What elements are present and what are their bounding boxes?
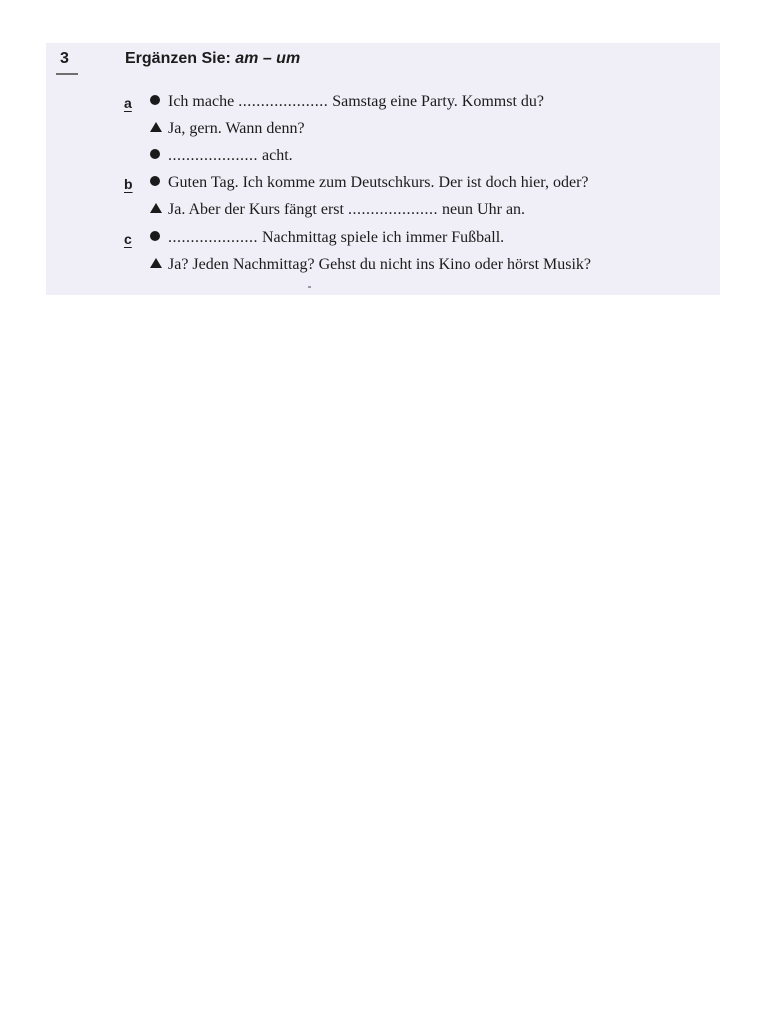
dialogue-line (150, 201, 525, 219)
line-text-after: Nachmittag spiele ich immer Fußball. (262, 229, 505, 246)
dialogue-line (150, 120, 305, 138)
item-label-a: a (124, 95, 132, 111)
instruction-forms: am – um (235, 50, 301, 67)
scan-speck (308, 286, 311, 288)
speaker-dot-icon (150, 93, 168, 111)
speaker-triangle-icon (150, 120, 168, 138)
item-label-b: b (124, 176, 133, 192)
instruction-prefix: Ergänzen Sie: (125, 50, 231, 67)
line-text-before: Guten Tag. Ich komme zum Deutschkurs. Der ist doch hier, oder? (168, 174, 589, 191)
fill-in-gap: .................... (168, 147, 258, 164)
line-text-before: Ich mache (168, 93, 235, 110)
dialogue-line (150, 174, 589, 192)
speaker-triangle-icon (150, 256, 168, 274)
speaker-dot-icon (150, 229, 168, 247)
item-label-c: c (124, 231, 132, 247)
line-text-after: neun Uhr an. (441, 201, 526, 218)
line-text-before: Ja? Jeden Nachmittag? Gehst du nicht ins Kino oder hörst Musik? (168, 256, 592, 273)
fill-in-gap: .................... (238, 93, 329, 110)
exercise-number-underline (56, 73, 78, 75)
speaker-dot-icon (150, 147, 168, 165)
dialogue-line (150, 147, 293, 165)
dialogue-line (150, 93, 544, 111)
fill-in-gap: .................... (347, 201, 438, 218)
dialogue-line (150, 229, 504, 247)
speaker-dot-icon (150, 174, 168, 192)
line-text-before: Ja, gern. Wann denn? (168, 120, 305, 137)
line-text-after: acht. (262, 147, 293, 164)
line-text-after: Samstag eine Party. Kommst du? (332, 93, 545, 110)
line-text-before: Ja. Aber der Kurs fängt erst (168, 201, 344, 218)
exercise-instruction (125, 50, 300, 68)
exercise-number: 3 (60, 50, 69, 67)
dialogue-line (150, 256, 591, 274)
speaker-triangle-icon (150, 201, 168, 219)
fill-in-gap: .................... (168, 229, 258, 246)
